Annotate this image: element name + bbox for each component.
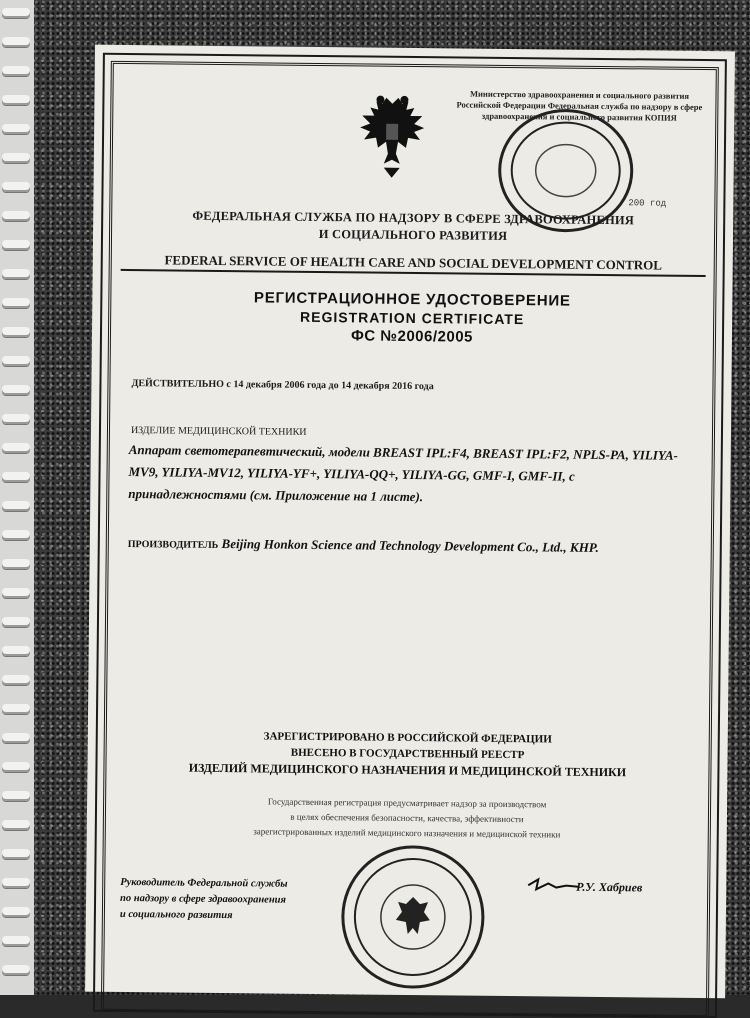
agency-name-ru-line1: ФЕДЕРАЛЬНАЯ СЛУЖБА ПО НАДЗОРУ В СФЕРЕ ЗДРАВООХРАНЕНИЯ: [192, 208, 635, 228]
binding-ring: [2, 878, 30, 888]
certificate-number: ФС №2006/2005: [350, 327, 474, 346]
binding-ring: [2, 588, 30, 598]
double-headed-eagle-emblem: [356, 93, 429, 182]
registration-line2: ВНЕСЕНО В ГОСУДАРСТВЕННЫЙ РЕЕСТР: [290, 746, 525, 762]
official-seal: [337, 841, 489, 993]
binding-ring: [2, 443, 30, 453]
binding-ring: [2, 124, 30, 134]
manufacturer-label: ПРОИЗВОДИТЕЛЬ: [127, 539, 219, 551]
binding-ring: [2, 298, 30, 308]
registration-smallprint: [157, 793, 657, 843]
binding-ring: [2, 965, 30, 975]
signer-line1: Руководитель Федеральной службы: [120, 876, 288, 890]
registration-line1: ЗАРЕГИСТРИРОВАНО В РОССИЙСКОЙ ФЕДЕРАЦИИ: [263, 730, 552, 746]
device-label: ИЗДЕЛИЕ МЕДИЦИНСКОЙ ТЕХНИКИ: [130, 425, 307, 438]
binding-ring: [2, 269, 30, 279]
signer-line2: по надзору в сфере здравоохранения: [120, 892, 287, 906]
certificate-title: [152, 287, 673, 348]
binding-ring: [2, 66, 30, 76]
stamp-date: 200 год: [628, 198, 667, 209]
registration-line3: ИЗДЕЛИЙ МЕДИЦИНСКОГО НАЗНАЧЕНИЯ И МЕДИЦИНСКОЙ ТЕХНИКИ: [188, 760, 627, 780]
binding-ring: [2, 182, 30, 192]
binding-ring: [2, 849, 30, 859]
binding-ring: [2, 559, 30, 569]
binding-ring: [2, 414, 30, 424]
spiral-binding: [0, 0, 34, 995]
binding-ring: [2, 37, 30, 47]
ministry-stamp-text: Министерство здравоохранения и социального развития Российской Федерации Федеральная служба по надзору в сфере здравоохранения и социального развития КОПИЯ: [456, 88, 703, 123]
binding-ring: [2, 501, 30, 511]
binding-ring: [2, 530, 30, 540]
binding-ring: [2, 791, 30, 801]
binding-ring: [2, 762, 30, 772]
signer-name: Р.У. Хабриев: [576, 879, 643, 895]
registration-statement: [147, 727, 667, 780]
agency-name-ru-line2: И СОЦИАЛЬНОГО РАЗВИТИЯ: [318, 227, 508, 243]
binding-ring: [2, 8, 30, 18]
certificate-page: [85, 45, 735, 999]
signer-title: [120, 875, 350, 925]
binding-ring: [2, 646, 30, 656]
binding-ring: [2, 385, 30, 395]
binding-ring: [2, 820, 30, 830]
binding-ring: [2, 675, 30, 685]
binding-ring: [2, 617, 30, 627]
smallprint-line2: в целях обеспечения безопасности, качества, эффективности: [290, 811, 524, 825]
binding-ring: [2, 356, 30, 366]
binding-ring: [2, 327, 30, 337]
binding-ring: [2, 704, 30, 714]
smallprint-line3: зарегистрированных изделий медицинского назначения и медицинской техники: [253, 826, 561, 840]
certificate-title-ru: РЕГИСТРАЦИОННОЕ УДОСТОВЕРЕНИЕ: [253, 289, 571, 310]
agency-name-ru: [133, 207, 693, 247]
smallprint-line1: Государственная регистрация предусматривает надзор за производством: [267, 796, 547, 810]
binding-ring: [2, 95, 30, 105]
binding-ring: [2, 240, 30, 250]
binding-ring: [2, 153, 30, 163]
manufacturer-value: Beijing Honkon Science and Technology Development Co., Ltd., КНР.: [221, 536, 599, 555]
signer-line3: и социального развития: [119, 908, 233, 922]
validity-period: ДЕЙСТВИТЕЛЬНО с 14 декабря 2006 года до 14 декабря 2016 года: [131, 378, 434, 393]
binding-ring: [2, 211, 30, 221]
binding-ring: [2, 936, 30, 946]
binding-ring: [2, 733, 30, 743]
device-description: Аппарат светотерапевтический, модели BREAST IPL:F4, BREAST IPL:F2, NPLS-PA, YILIYA-MV9, YILIYA-MV12, YILIYA-YF+, YILIYA-QQ+, YILIYA-GG, GMF-I, GMF-II, с принадлежностями (см. Приложение на 1 листе).: [128, 442, 678, 505]
agency-name-en: FEDERAL SERVICE OF HEALTH CARE AND SOCIAL DEVELOPMENT CONTROL: [121, 252, 706, 277]
binding-ring: [2, 907, 30, 917]
binding-ring: [2, 472, 30, 482]
certificate-title-en: REGISTRATION CERTIFICATE: [300, 308, 525, 328]
